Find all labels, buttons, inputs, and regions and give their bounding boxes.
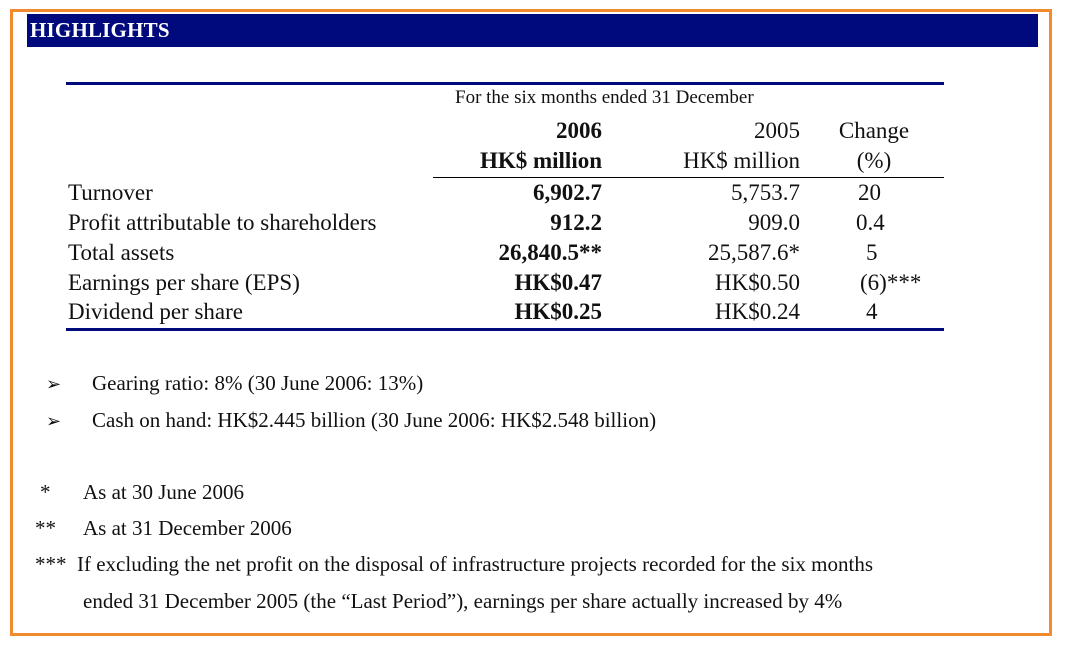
- row-label: Earnings per share (EPS): [68, 270, 300, 295]
- row-change: 4: [866, 299, 878, 324]
- row-value-2006: HK$0.47: [514, 270, 602, 295]
- footnote-text: As at 30 June 2006: [83, 480, 244, 504]
- bullet-cash-on-hand: Cash on hand: HK$2.445 billion (30 June 2006: HK$2.548 billion): [92, 408, 657, 432]
- row-value-2005: 25,587.6*: [708, 240, 800, 265]
- row-value-2006: 26,840.5**: [498, 240, 602, 265]
- row-value-2006: 912.2: [550, 210, 602, 235]
- header-2006-unit: HK$ million: [479, 148, 602, 173]
- table-top-rule: [66, 82, 944, 85]
- footnote-text: If excluding the net profit on the disposal of infrastructure projects recorded for the six months: [77, 552, 874, 576]
- bullet-arrow-icon: ➢: [46, 374, 62, 394]
- row-value-2006: HK$0.25: [514, 299, 602, 324]
- footnote-mark: **: [35, 516, 56, 540]
- row-label: Turnover: [68, 180, 153, 205]
- header-2006: 2006: [556, 118, 602, 143]
- table-bottom-rule: [66, 328, 944, 331]
- row-value-2005: 909.0: [748, 210, 800, 235]
- highlights-table: [66, 82, 944, 330]
- row-value-2005: HK$0.50: [715, 270, 800, 295]
- header-2005-unit: HK$ million: [683, 148, 800, 173]
- bullet-gearing-ratio: Gearing ratio: 8% (30 June 2006: 13%): [92, 371, 424, 395]
- row-label: Profit attributable to shareholders: [68, 210, 377, 235]
- row-label: Total assets: [68, 240, 175, 265]
- row-change: 20: [858, 180, 881, 205]
- period-caption: For the six months ended 31 December: [455, 87, 754, 108]
- bullet-arrow-icon: ➢: [46, 411, 62, 431]
- row-value-2005: HK$0.24: [715, 299, 800, 324]
- row-change: (6)***: [860, 270, 922, 295]
- row-change: 5: [866, 240, 878, 265]
- header-change-unit: (%): [856, 148, 892, 173]
- footnote-mark: *: [40, 480, 51, 504]
- highlights-banner: HIGHLIGHTS: [27, 14, 1038, 47]
- row-value-2006: 6,902.7: [533, 180, 602, 205]
- footnote-text-continued: ended 31 December 2005 (the “Last Period”), earnings per share actually increased by 4%: [83, 589, 843, 613]
- row-change: 0.4: [856, 210, 885, 235]
- footnote-mark: ***: [35, 552, 67, 576]
- header-2005: 2005: [754, 118, 800, 143]
- header-change: Change: [838, 118, 910, 143]
- header-underline: [433, 177, 944, 178]
- row-label: Dividend per share: [68, 299, 243, 324]
- footnote-text: As at 31 December 2006: [83, 516, 292, 540]
- row-value-2005: 5,753.7: [731, 180, 800, 205]
